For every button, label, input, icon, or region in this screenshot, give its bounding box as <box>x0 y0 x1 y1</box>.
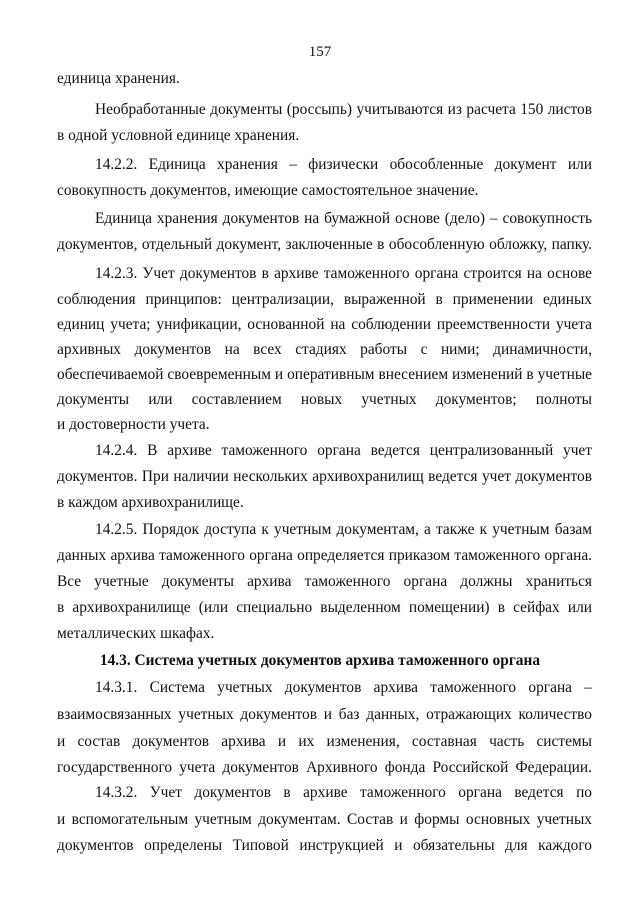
text-line: Необработанные документы (россыпь) учитываются из расчета 150 листов <box>95 101 592 118</box>
text-line: данных архива таможенного органа определяется приказом таможенного органа. <box>57 547 592 564</box>
text-line: металлических шкафах. <box>57 625 215 642</box>
text-line: обеспечиваемой своевременным и оперативным внесением изменений в учетные <box>57 366 592 383</box>
text-line: 14.2.2. Единица хранения – физически обособленные документ или <box>95 156 592 173</box>
text-line: Единица хранения документов на бумажной основе (дело) – совокупность <box>95 210 592 227</box>
text-line: 14.2.5. Порядок доступа к учетным документам, а также к учетным базам <box>95 521 592 538</box>
text-line: Все учетные документы архива таможенного органа должны храниться <box>57 573 592 590</box>
text-line: взаимосвязанных учетных документов и баз данных, отражающих количество <box>57 706 592 723</box>
text-line: и вспомогательным учетным документам. Состав и формы основных учетных <box>57 811 592 828</box>
text-line: единица хранения. <box>57 70 180 87</box>
text-line: 14.2.3. Учет документов в архиве таможенного органа строится на основе <box>95 265 592 282</box>
text-line: в архивохранилище (или специально выделенном помещении) в сейфах или <box>57 599 592 616</box>
text-line: государственного учета документов Архивного фонда Российской Федерации. <box>57 759 592 776</box>
section-heading: 14.3. Система учетных документов архива таможенного органа <box>99 652 541 669</box>
text-line: и состав документов архива и их изменения, составная часть системы <box>57 733 592 750</box>
text-line: в одной условной единице хранения. <box>57 127 300 144</box>
text-line: 14.3.2. Учет документов в архиве таможенного органа ведется по <box>95 784 592 801</box>
text-line: архивных документов на всех стадиях работы с ними; динамичности, <box>57 341 592 358</box>
text-line: 14.2.4. В архиве таможенного органа ведется централизованный учет <box>95 442 592 459</box>
text-line: 14.3.1. Система учетных документов архива таможенного органа – <box>95 679 592 696</box>
text-line: единиц учета; унификации, основанной на соблюдении преемственности учета <box>57 316 592 333</box>
text-line: и достоверности учета. <box>57 416 210 433</box>
page-number: 157 <box>308 44 332 60</box>
text-line: в каждом архивохранилище. <box>57 494 244 511</box>
text-line: документов. При наличии нескольких архивохранилищ ведется учет документов <box>57 468 592 485</box>
text-line: документов, отдельный документ, заключенные в обособленную обложку, папку. <box>57 236 592 253</box>
text-line: документы или составлением новых учетных документов; полноты <box>57 391 592 408</box>
text-line: соблюдения принципов: централизации, выраженной в применении единых <box>57 291 592 308</box>
text-line: документов определены Типовой инструкцией и обязательны для каждого <box>57 837 592 854</box>
text-line: совокупность документов, имеющие самостоятельное значение. <box>57 182 479 199</box>
